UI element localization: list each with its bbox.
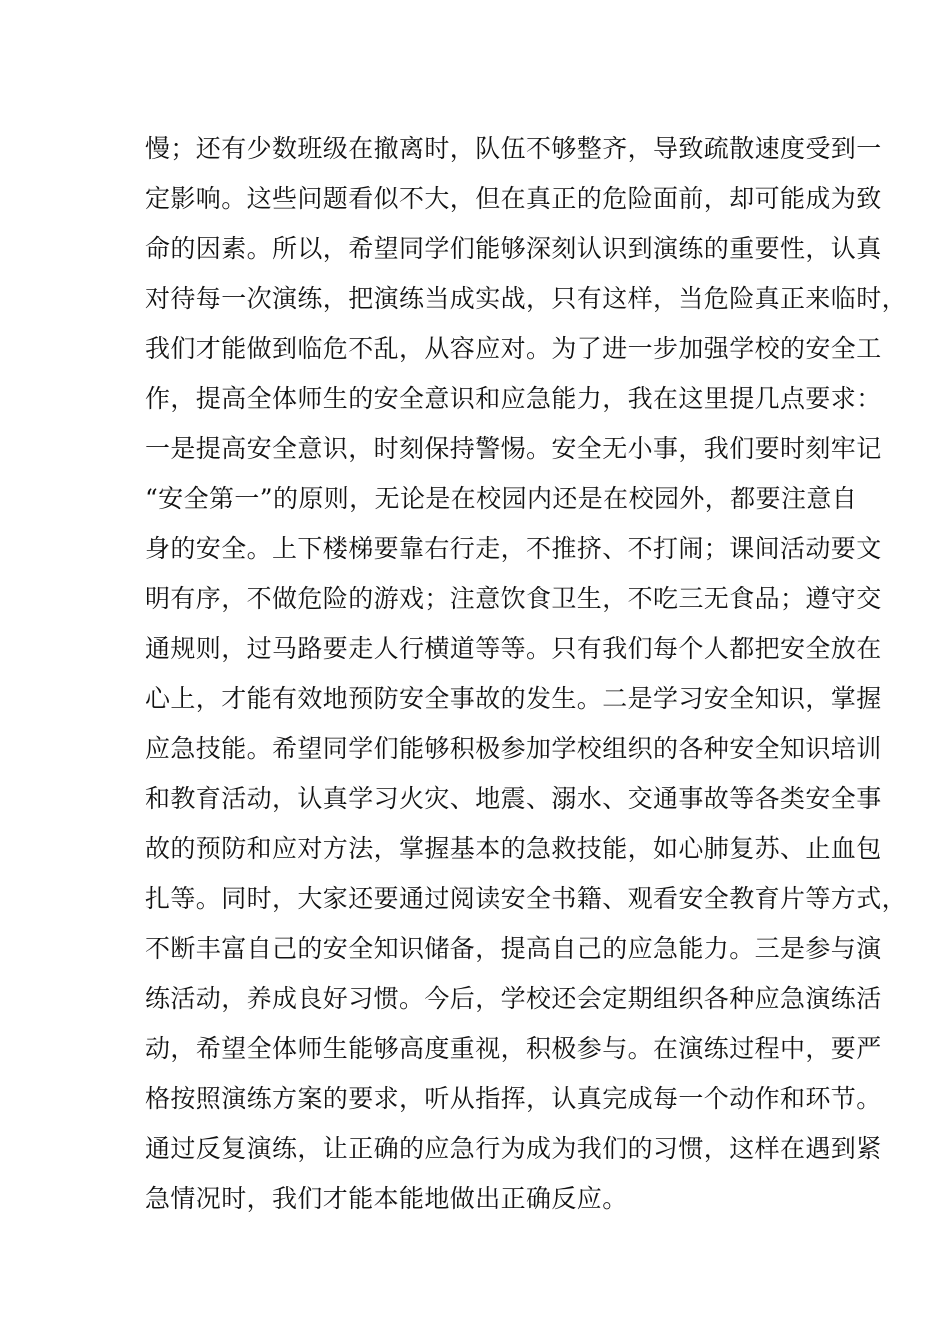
body-paragraph <box>145 124 908 1224</box>
text-line: 故的预防和应对方法，掌握基本的急救技能，如心肺复苏、止血包 <box>145 834 882 863</box>
text-line: 格按照演练方案的要求，听从指挥，认真完成每一个动作和环节。 <box>145 1084 882 1113</box>
text-line: 明有序，不做危险的游戏；注意饮食卫生，不吃三无食品；遵守交 <box>145 584 882 613</box>
text-line: 定影响。这些问题看似不大，但在真正的危险面前，却可能成为致 <box>145 184 882 213</box>
text-line-last: 急情况时，我们才能本能地做出正确反应。 <box>145 1184 628 1213</box>
text-line: “安全第一”的原则，无论是在校园内还是在校园外，都要注意自 <box>145 484 858 513</box>
text-line: 扎等。同时，大家还要通过阅读安全书籍、观看安全教育片等方式， <box>145 884 908 913</box>
text-line: 一是提高安全意识，时刻保持警惕。安全无小事，我们要时刻牢记 <box>145 434 882 463</box>
text-line: 应急技能。希望同学们能够积极参加学校组织的各种安全知识培训 <box>145 734 882 763</box>
text-line: 慢；还有少数班级在撤离时，队伍不够整齐，导致疏散速度受到一 <box>145 134 882 163</box>
text-line: 我们才能做到临危不乱，从容应对。为了进一步加强学校的安全工 <box>145 334 882 363</box>
text-line: 命的因素。所以，希望同学们能够深刻认识到演练的重要性，认真 <box>145 234 882 263</box>
text-line: 对待每一次演练，把演练当成实战，只有这样，当危险真正来临时， <box>145 284 908 313</box>
text-line: 和教育活动，认真学习火灾、地震、溺水、交通事故等各类安全事 <box>145 784 882 813</box>
text-line: 身的安全。上下楼梯要靠右行走，不推挤、不打闹；课间活动要文 <box>145 534 882 563</box>
text-line: 动，希望全体师生能够高度重视，积极参与。在演练过程中，要严 <box>145 1034 882 1063</box>
text-line: 通过反复演练，让正确的应急行为成为我们的习惯，这样在遇到紧 <box>145 1134 882 1163</box>
text-line: 作，提高全体师生的安全意识和应急能力，我在这里提几点要求： <box>145 384 882 413</box>
text-line: 心上，才能有效地预防安全事故的发生。二是学习安全知识，掌握 <box>145 684 882 713</box>
text-line: 通规则，过马路要走人行横道等等。只有我们每个人都把安全放在 <box>145 634 882 663</box>
text-line: 不断丰富自己的安全知识储备，提高自己的应急能力。三是参与演 <box>145 934 882 963</box>
text-line: 练活动，养成良好习惯。今后，学校还会定期组织各种应急演练活 <box>145 984 882 1013</box>
